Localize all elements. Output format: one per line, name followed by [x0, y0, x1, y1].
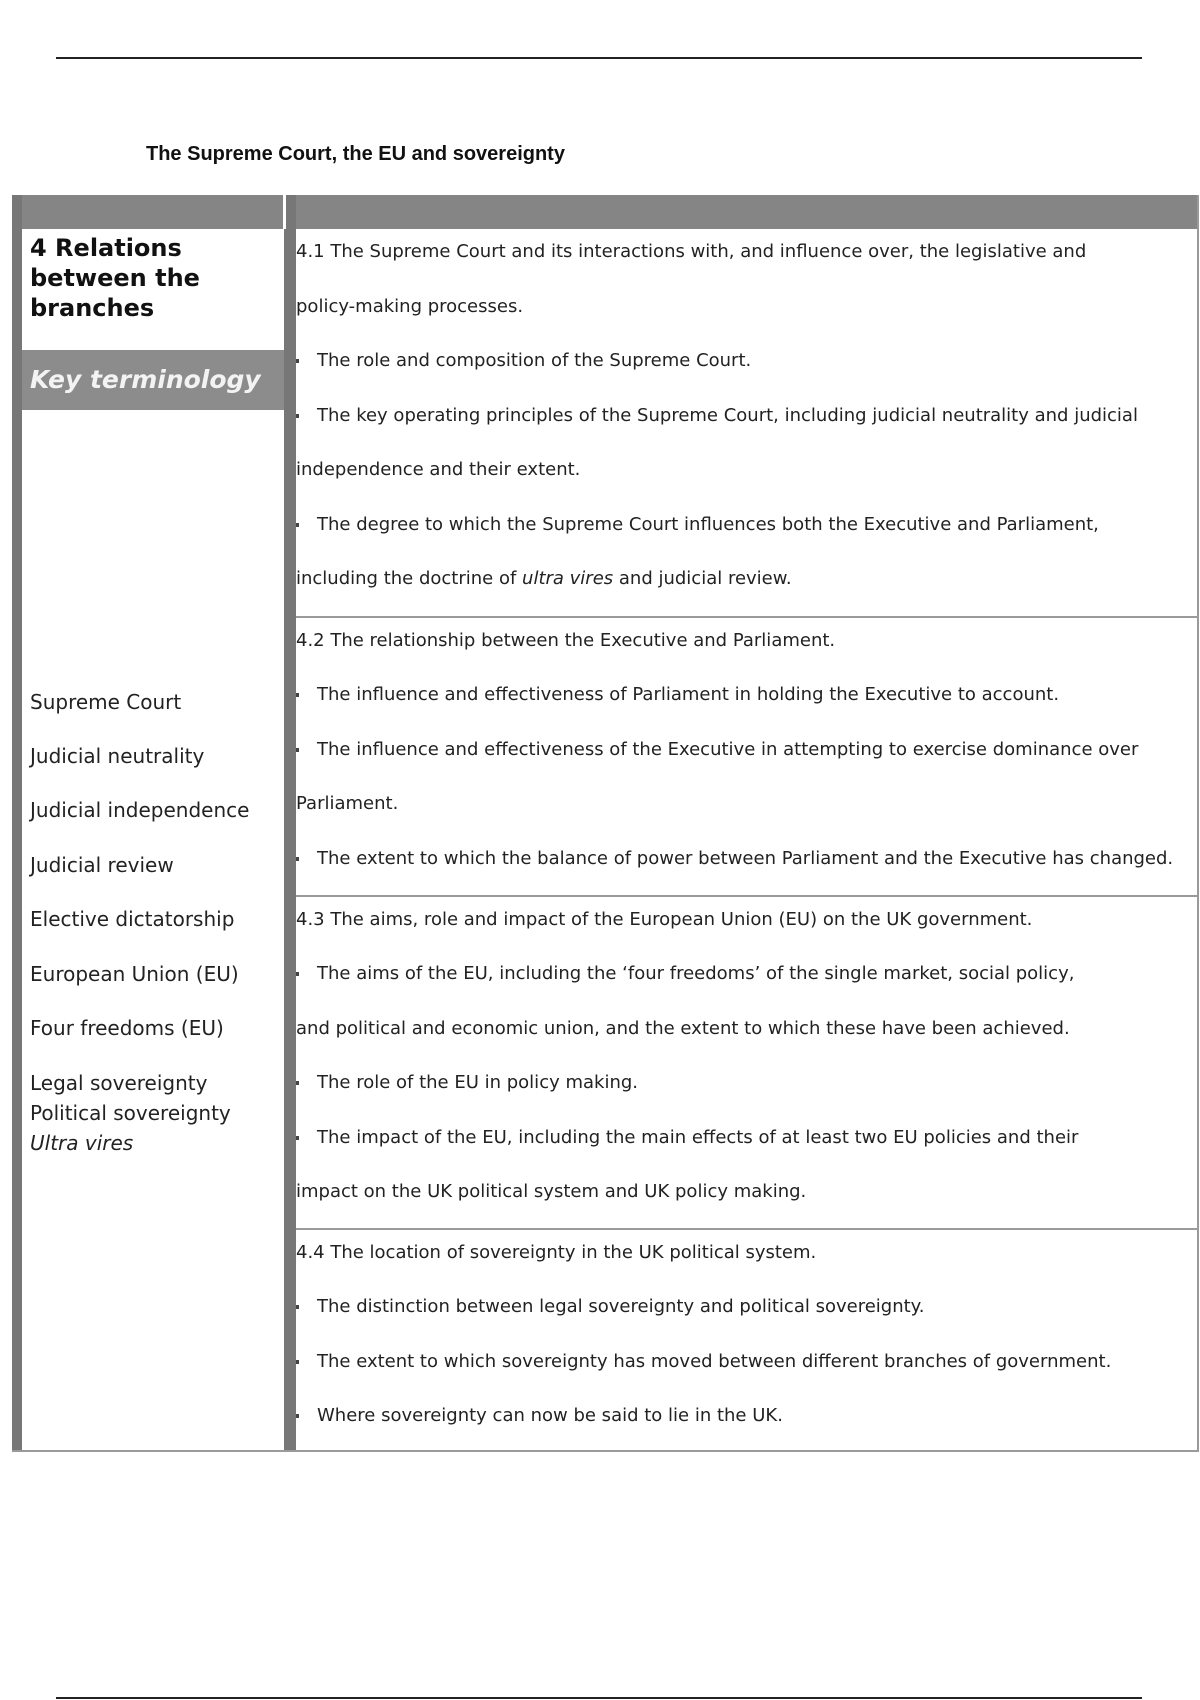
bullet-item	[296, 513, 1099, 537]
text-line: impact on the UK political system and UK policy making.	[296, 1181, 807, 1202]
bullet-text: The degree to which the Supreme Court influences both the Executive and Parliament,	[317, 514, 1099, 535]
text-line: independence and their extent.	[296, 459, 581, 480]
italic-term: ultra vires	[522, 568, 614, 589]
page-title: The Supreme Court, the EU and sovereignty	[146, 143, 565, 165]
section-divider	[296, 616, 1197, 618]
left-column	[22, 195, 284, 1452]
term-item: Judicial independence	[30, 798, 250, 822]
bullet-item	[296, 1404, 783, 1428]
bullet-text: The role of the EU in policy making.	[317, 1072, 639, 1093]
text-line: policy-making processes.	[296, 296, 524, 317]
term-item: Elective dictatorship	[30, 907, 235, 931]
section-title: 4 Relations between the branches	[30, 234, 200, 322]
bullet-item	[296, 404, 1138, 428]
bullet-text: The distinction between legal sovereignty and political sovereignty.	[317, 1296, 925, 1317]
term-item: Judicial neutrality	[30, 744, 205, 768]
bullet-text: The extent to which sovereignty has moved between different branches of government.	[317, 1351, 1112, 1372]
text-line: and political and economic union, and the extent to which these have been achieved.	[296, 1018, 1070, 1039]
bullet-text: Where sovereignty can now be said to lie in the UK.	[317, 1405, 783, 1426]
term-item: Political sovereignty	[30, 1101, 231, 1125]
text-line	[296, 567, 792, 591]
bullet-item	[296, 349, 751, 373]
bullet-dot	[296, 857, 299, 861]
bullet-text: The key operating principles of the Supreme Court, including judicial neutrality and judicial	[317, 405, 1138, 426]
term-item: Four freedoms (EU)	[30, 1016, 224, 1040]
term-item: Judicial review	[30, 853, 174, 877]
term-item: European Union (EU)	[30, 962, 239, 986]
bullet-item	[296, 1126, 1078, 1150]
bullet-dot	[296, 1305, 299, 1309]
left-edge-bar	[12, 195, 22, 1452]
bullet-dot	[296, 414, 299, 418]
bullet-item	[296, 1071, 638, 1095]
section-divider	[296, 1228, 1197, 1230]
bullet-dot	[296, 1081, 299, 1085]
key-terminology-box	[22, 350, 284, 410]
header-rule	[56, 57, 1142, 59]
column-divider	[284, 195, 296, 1452]
bullet-dot	[296, 972, 299, 976]
text-suffix: and judicial review.	[613, 568, 792, 589]
bullet-dot	[296, 693, 299, 697]
bullet-text: The extent to which the balance of power between Parliament and the Executive has changed.	[317, 848, 1174, 869]
text-prefix: including the doctrine of	[296, 568, 523, 589]
term-item: Supreme Court	[30, 690, 182, 714]
bullet-dot	[296, 359, 299, 363]
bullet-text: The impact of the EU, including the main effects of at least two EU policies and their	[317, 1127, 1079, 1148]
bullet-dot	[296, 1360, 299, 1364]
bullet-item	[296, 962, 1074, 986]
left-header-band	[22, 195, 284, 229]
section-heading: 4.4 The location of sovereignty in the UK political system.	[296, 1242, 817, 1263]
bullet-text: The influence and effectiveness of the Executive in attempting to exercise dominance over	[317, 739, 1139, 760]
bullet-dot	[296, 748, 299, 752]
bullet-item	[296, 847, 1173, 871]
section-divider	[296, 895, 1197, 897]
right-header-band	[296, 195, 1197, 229]
section-heading: 4.2 The relationship between the Executive and Parliament.	[296, 630, 836, 651]
bullet-text: The aims of the EU, including the ‘four freedoms’ of the single market, social policy,	[317, 963, 1075, 984]
section-heading: 4.3 The aims, role and impact of the European Union (EU) on the UK government.	[296, 909, 1033, 930]
bullet-dot	[296, 523, 299, 527]
table-bottom-border	[12, 1450, 1199, 1452]
key-terminology-label: Key terminology	[30, 365, 261, 394]
spec-table	[12, 195, 1199, 1452]
bullet-item	[296, 1295, 924, 1319]
term-item: Ultra vires	[30, 1131, 134, 1155]
bullet-item	[296, 683, 1059, 707]
bullet-item	[296, 1350, 1111, 1374]
right-column	[296, 195, 1199, 1452]
bullet-text: The influence and effectiveness of Parliament in holding the Executive to account.	[317, 684, 1060, 705]
bullet-dot	[296, 1414, 299, 1418]
bullet-item	[296, 738, 1138, 762]
term-item: Legal sovereignty	[30, 1071, 208, 1095]
bullet-dot	[296, 1136, 299, 1140]
text-line: Parliament.	[296, 793, 399, 814]
footer-rule	[56, 1697, 1142, 1699]
bullet-text: The role and composition of the Supreme Court.	[317, 350, 752, 371]
section-heading: 4.1 The Supreme Court and its interactions with, and influence over, the legislative and	[296, 241, 1087, 262]
